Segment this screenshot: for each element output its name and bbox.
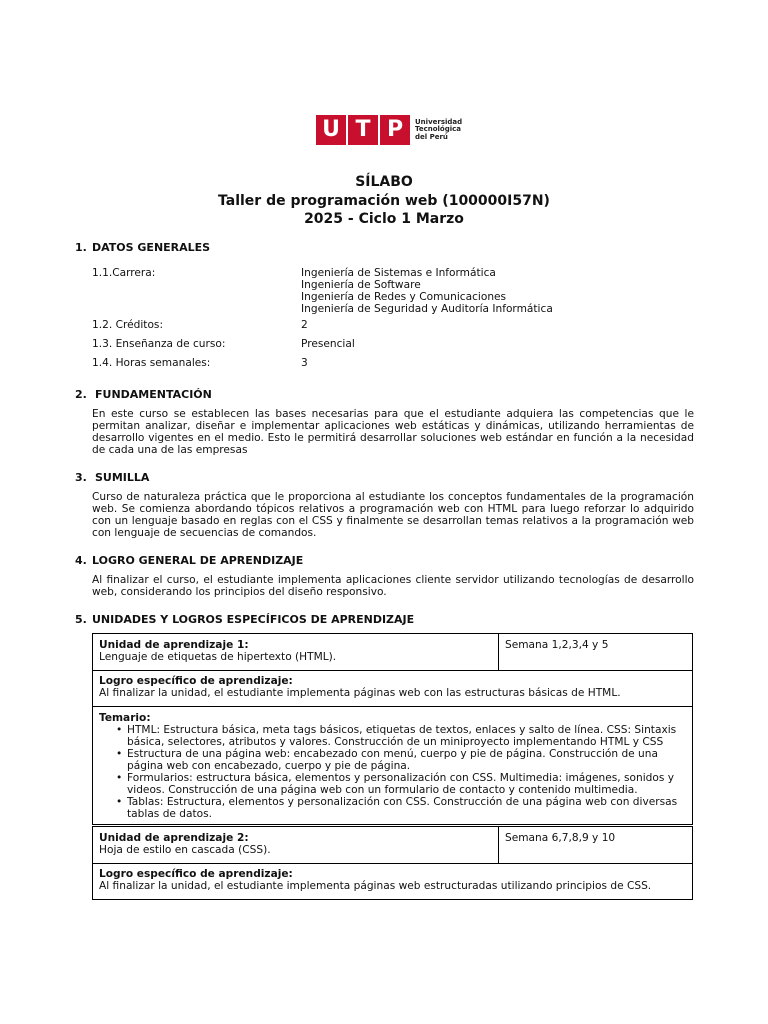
section-title: UNIDADES Y LOGROS ESPECÍFICOS DE APRENDIZAJE [92, 613, 415, 626]
section-number: 1. [75, 241, 87, 254]
creditos-value: 2 [301, 319, 308, 331]
section-title: LOGRO GENERAL DE APRENDIZAJE [92, 554, 304, 567]
carrera-label: 1.1.Carrera: [92, 267, 156, 279]
unit-1-weeks: Semana 1,2,3,4 y 5 [505, 639, 609, 651]
carrera-value: Ingeniería de Seguridad y Auditoría Informática [301, 303, 553, 315]
creditos-label: 1.2. Créditos: [92, 319, 164, 331]
carrera-value: Ingeniería de Redes y Comunicaciones [301, 291, 507, 303]
logo-letter: U [316, 115, 348, 145]
section-title: FUNDAMENTACIÓN [95, 388, 212, 401]
unit-name: Lenguaje de etiquetas de hipertexto (HTML). [99, 651, 337, 663]
title-silabo: SÍLABO [355, 174, 413, 190]
carrera-values [301, 267, 553, 315]
unit-2-table [92, 826, 693, 900]
unit-2-header-row [93, 827, 692, 864]
unit-1-table [92, 633, 693, 825]
unit-2-weeks: Semana 6,7,8,9 y 10 [505, 832, 616, 844]
unit-name: Hoja de estilo en cascada (CSS). [99, 844, 271, 856]
unit-1-logro-cell [93, 671, 692, 707]
section-number: 5. [75, 613, 87, 626]
section-number: 3. [75, 471, 87, 484]
horas-value: 3 [301, 357, 308, 369]
logo-letter: P [386, 117, 404, 142]
logo-letter: T [348, 115, 380, 145]
unit-1-header-row [93, 634, 692, 671]
document-title [0, 173, 768, 229]
fundamentacion-text: En este curso se establecen las bases necesarias para que el estudiante adquiera las competencias que le permitan analizar, diseñar e implementar aplicaciones web estáticas y dinámicas, utilizando herramientas de desarrollo vigentes en el medio. Esto le permitirá desarrollar soluciones web estándar en función a la necesidad de cada una de las empresas [92, 408, 694, 456]
section-5-heading [75, 614, 414, 626]
carrera-value: Ingeniería de Sistemas e Informática [301, 267, 496, 279]
utp-logo-text [415, 119, 462, 142]
section-title: SUMILLA [95, 471, 150, 484]
logro-general-text: Al finalizar el curso, el estudiante implementa aplicaciones cliente servidor utilizando tecnologías de desarrollo web, considerando los principios del diseño responsivo. [92, 574, 694, 598]
utp-logo-mark [316, 115, 410, 145]
list-item: • Tablas: Estructura, elementos y personalización con CSS. Construcción de una página web con diversas tablas de datos. [127, 796, 686, 820]
list-item: • HTML: Estructura básica, meta tags básicos, etiquetas de textos, enlaces y salto de línea. CSS: Sintaxis básica, selectores, atributos y valores. Construcción de un miniproyecto implementando HTML y CSS [127, 724, 686, 748]
ensenanza-value: Presencial [301, 338, 355, 350]
section-number: 4. [75, 554, 87, 567]
logro-text: Al finalizar la unidad, el estudiante implementa páginas web con las estructuras básicas de HTML. [99, 687, 621, 699]
logro-label: Logro específico de aprendizaje: [99, 675, 293, 687]
sumilla-text: Curso de naturaleza práctica que le proporciona al estudiante los conceptos fundamentales de la programación web. Se comienza abordando tópicos relativos a programación web con HTML para luego reforzar lo adquirido con un lenguaje basado en reglas con el CSS y finalmente se desarrollan temas relativos a la programación web con lenguaje de secuencias de comandos. [92, 491, 694, 539]
section-2-heading [75, 389, 212, 401]
logo-line: Tecnológica [415, 125, 462, 134]
section-4-heading [75, 555, 303, 567]
unit-label: Unidad de aprendizaje 2: [99, 832, 249, 844]
ensenanza-label: 1.3. Enseñanza de curso: [92, 338, 226, 350]
horas-label: 1.4. Horas semanales: [92, 357, 211, 369]
unit-2-logro-cell [93, 864, 692, 899]
carrera-value: Ingeniería de Software [301, 279, 421, 291]
section-1-heading [75, 242, 210, 254]
list-item: • Formularios: estructura básica, elementos y personalización con CSS. Multimedia: imágenes, sonidos y videos. Construcción de una página web con un formulario de contacto y contenido multimedia. [127, 772, 686, 796]
logo-line: Universidad [415, 117, 463, 126]
title-course: Taller de programación web (100000I57N) [218, 192, 550, 209]
utp-logo [316, 115, 462, 145]
title-cycle: 2025 - Ciclo 1 Marzo [304, 211, 464, 227]
unit-2-title-cell [93, 827, 499, 863]
section-number: 2. [75, 388, 87, 401]
logro-label: Logro específico de aprendizaje: [99, 868, 293, 880]
logo-line: del Perú [415, 132, 448, 141]
unit-label: Unidad de aprendizaje 1: [99, 639, 249, 651]
section-title: DATOS GENERALES [92, 241, 211, 254]
section-3-heading [75, 472, 149, 484]
unit-1-title-cell [93, 634, 499, 670]
temario-label: Temario: [99, 712, 151, 724]
list-item: • Estructura de una página web: encabezado con menú, cuerpo y pie de página. Construcción de una página web con encabezado, cuerpo y pie de página. [127, 748, 686, 772]
temario-list [99, 724, 686, 820]
unit-1-temario-cell [93, 707, 692, 824]
logro-text: Al finalizar la unidad, el estudiante implementa páginas web estructuradas utilizando principios de CSS. [99, 880, 652, 892]
